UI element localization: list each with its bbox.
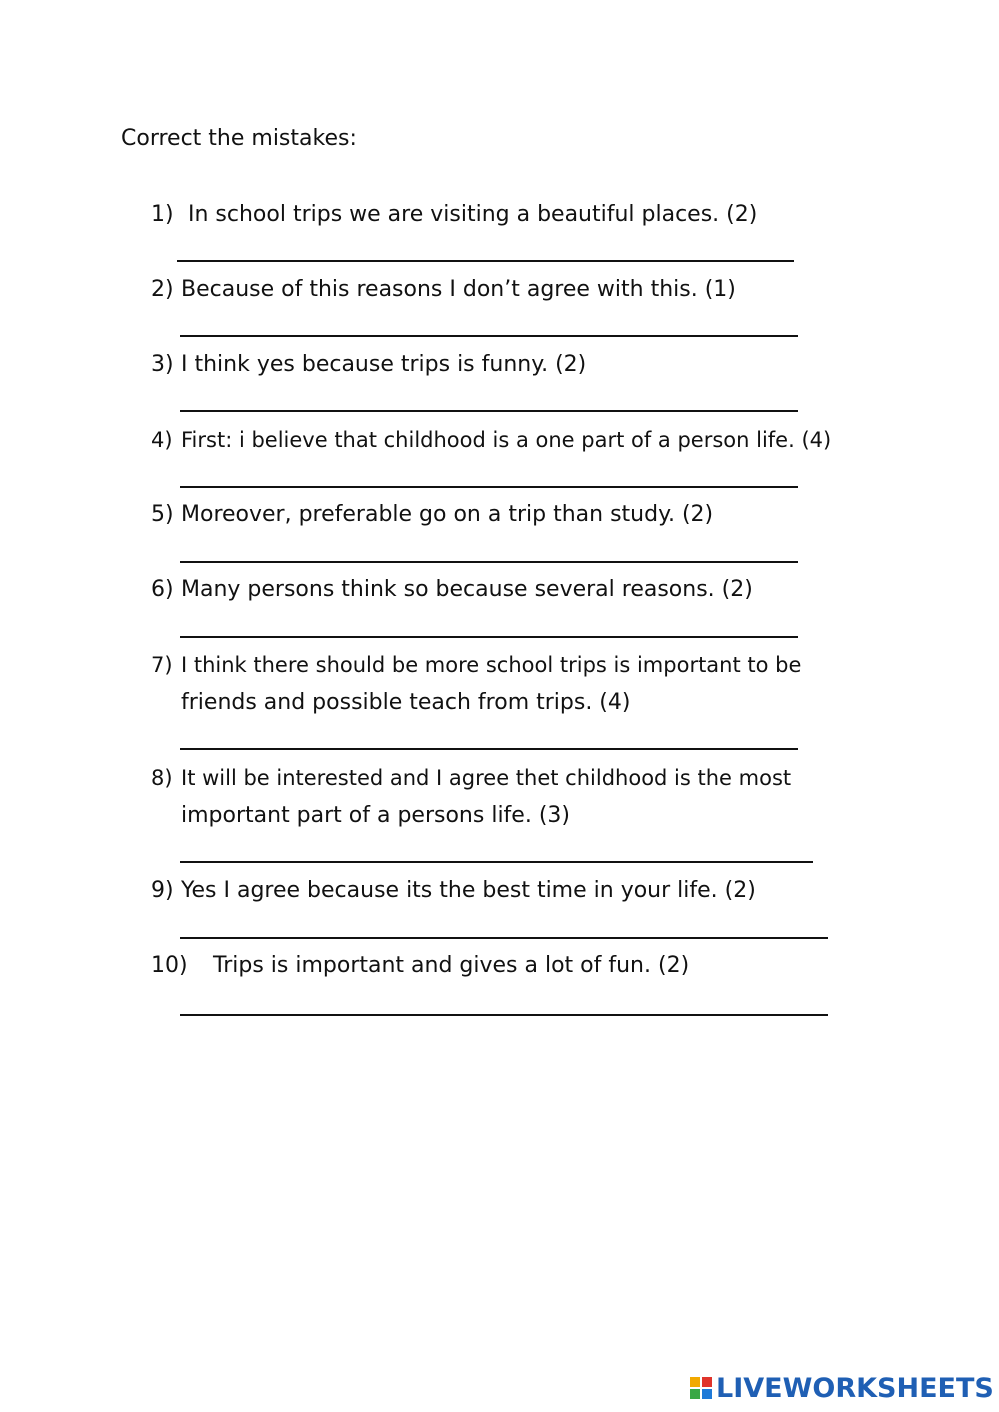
answer-line[interactable] [180,561,798,563]
answer-line[interactable] [180,335,798,337]
item-number: 3) [151,352,174,377]
item-text: Trips is important and gives a lot of fun. (2) [213,953,690,978]
item-number: 4) [151,428,173,452]
answer-line[interactable] [180,486,798,488]
item-number: 8) [151,766,173,790]
item-number: 10) [151,953,188,978]
item-text: I think yes because trips is funny. (2) [181,352,587,377]
item-number: 7) [151,653,173,677]
answer-line[interactable] [180,748,798,750]
list-item [151,421,831,459]
item-text: Because of this reasons I don’t agree with this. (1) [181,277,736,302]
list-item [151,759,791,797]
answer-line[interactable] [180,861,813,863]
item-text: In school trips we are visiting a beautiful places. (2) [188,202,758,227]
list-item [151,271,736,309]
list-item [151,571,753,609]
answer-line[interactable] [180,1014,828,1016]
list-item [151,196,757,234]
answer-line[interactable] [180,636,798,638]
list-item [151,346,586,384]
item-text: Yes I agree because its the best time in your life. (2) [181,878,756,903]
item-text-continuation: important part of a persons life. (3) [181,803,570,828]
logo-blocks-icon [690,1377,712,1399]
item-text: It will be interested and I agree thet childhood is the most [181,766,792,790]
item-text: First: i believe that childhood is a one part of a person life. (4) [181,428,832,452]
item-text: Many persons think so because several reasons. (2) [181,577,753,602]
worksheet-title: Correct the mistakes: [121,126,357,151]
item-number: 1) [151,202,174,227]
answer-line[interactable] [180,937,828,939]
item-text: Moreover, preferable go on a trip than study. (2) [181,502,714,527]
item-number: 9) [151,878,174,903]
item-text-continuation: friends and possible teach from trips. (4) [181,690,631,715]
list-item [151,872,756,910]
list-item [151,646,801,684]
answer-line[interactable] [180,410,798,412]
answer-line[interactable] [177,260,794,262]
list-item [151,947,689,985]
item-text: I think there should be more school trips is important to be [181,653,802,677]
item-number: 5) [151,502,174,527]
logo-text: LIVEWORKSHEETS [716,1372,994,1404]
item-number: 2) [151,277,174,302]
liveworksheets-logo [690,1370,994,1406]
item-number: 6) [151,577,174,602]
list-item [151,496,713,534]
